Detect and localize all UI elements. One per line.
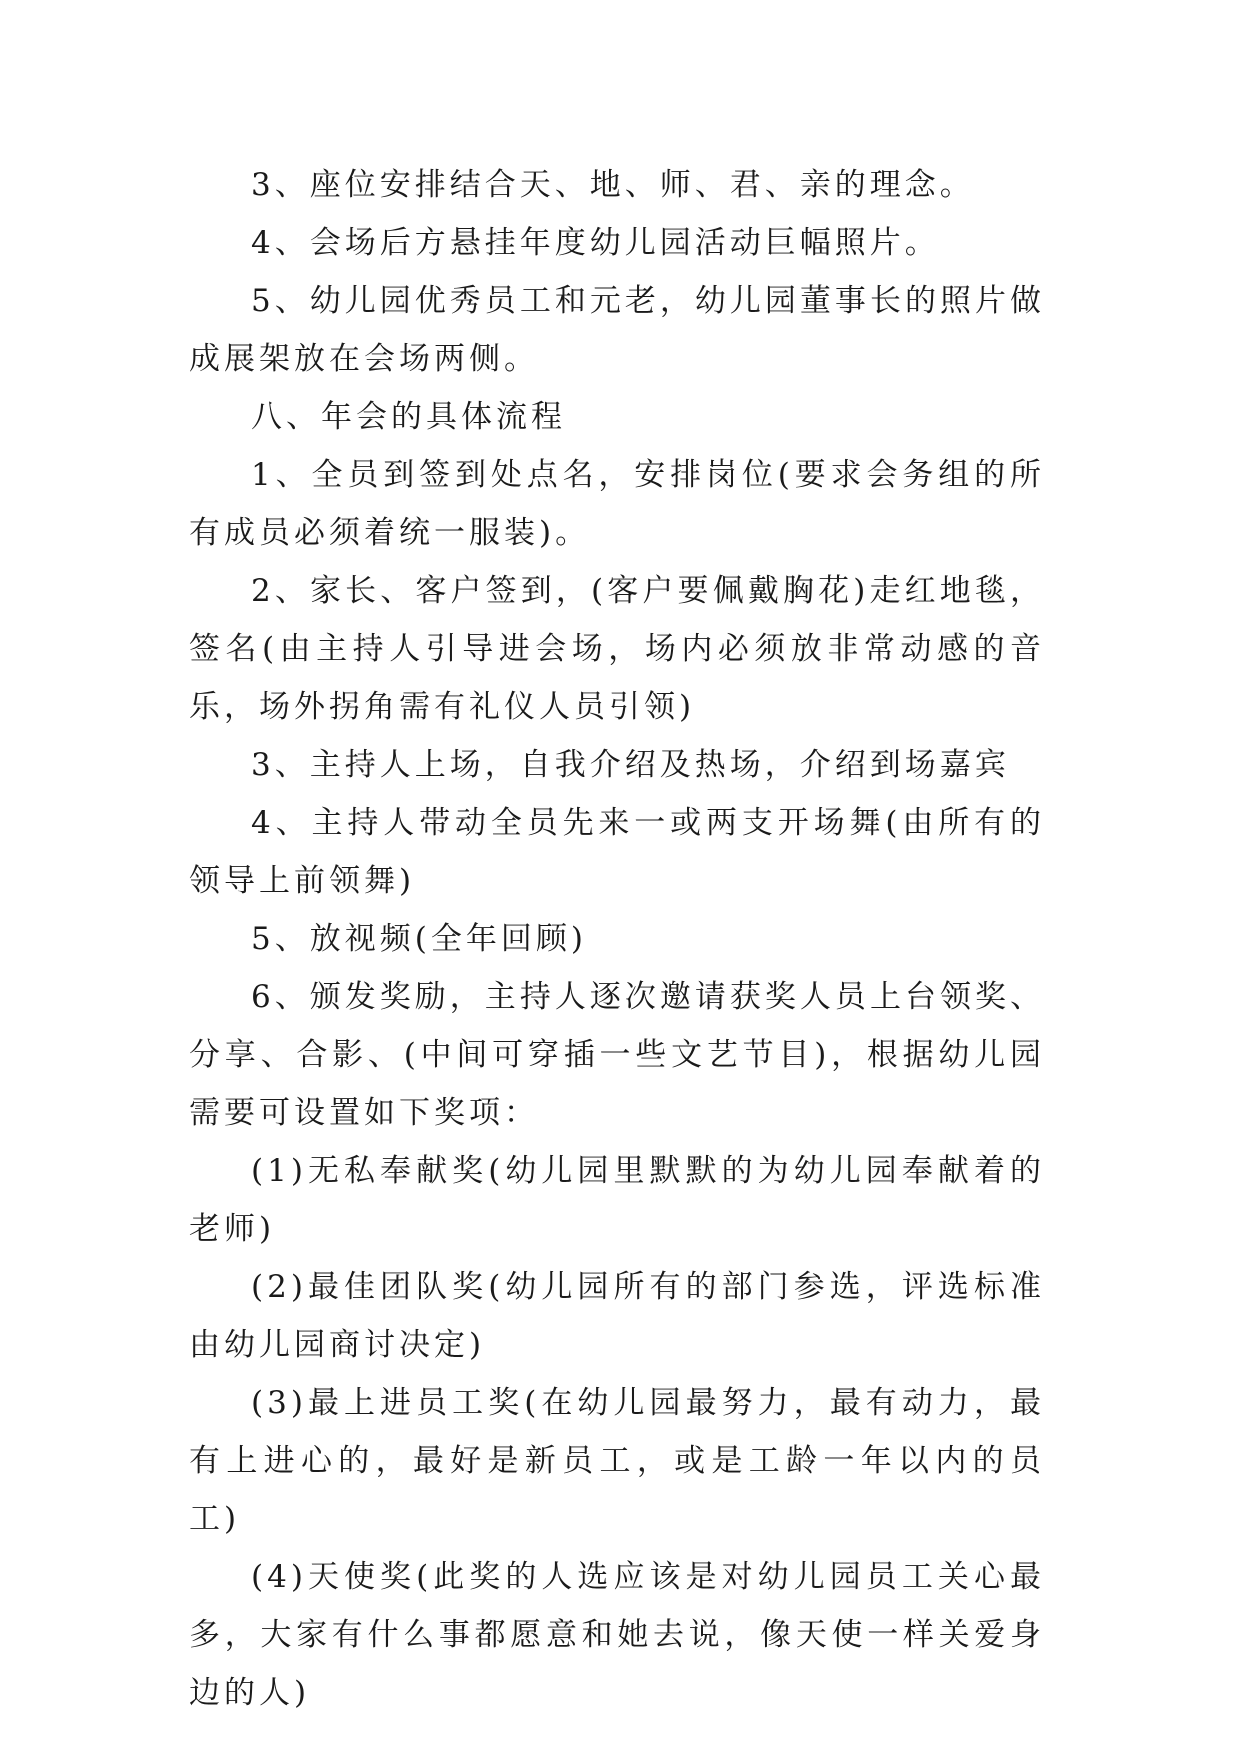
paragraph-photo-wall: 4、会场后方悬挂年度幼儿园活动巨幅照片。 (251, 225, 940, 261)
paragraph-awards: 6、颁发奖励，主持人逐次邀请获奖人员上台领奖、分享、合影、(中间可穿插一些文艺节目)，根据幼儿园需要可设置如下奖项： (189, 979, 1045, 1131)
paragraph-guest-sign-in: 2、家长、客户签到，(客户要佩戴胸花)走红地毯，签名(由主持人引导进会场，场内必须放非常动感的音乐，场外拐角需有礼仪人员引领) (189, 573, 1045, 725)
award-item-dedication: (1)无私奉献奖(幼儿园里默默的为幼儿园奉献着的老师) (189, 1153, 1045, 1247)
paragraph-opening-dance: 4、主持人带动全员先来一或两支开场舞(由所有的领导上前领舞) (189, 805, 1045, 899)
paragraph-seating: 3、座位安排结合天、地、师、君、亲的理念。 (251, 167, 975, 203)
paragraph-host-opening: 3、主持人上场，自我介绍及热场，介绍到场嘉宾 (251, 747, 1010, 783)
paragraph-check-in: 1、全员到签到处点名，安排岗位(要求会务组的所有成员必须着统一服装)。 (189, 457, 1045, 551)
paragraph-video: 5、放视频(全年回顾) (251, 921, 587, 957)
section-heading-annual-meeting-process: 八、年会的具体流程 (251, 399, 566, 435)
award-item-angel: (4)天使奖(此奖的人选应该是对幼儿园员工关心最多，大家有什么事都愿意和她去说，像天使一样关爱身边的人) (189, 1559, 1045, 1711)
document-page (189, 156, 1045, 1722)
award-item-best-team: (2)最佳团队奖(幼儿园所有的部门参选，评选标准由幼儿园商讨决定) (189, 1269, 1045, 1363)
paragraph-display-stands: 5、幼儿园优秀员工和元老，幼儿园董事长的照片做成展架放在会场两侧。 (189, 283, 1045, 377)
award-item-most-progressive: (3)最上进员工奖(在幼儿园最努力，最有动力，最有上进心的，最好是新员工，或是工龄一年以内的员工) (189, 1385, 1045, 1537)
